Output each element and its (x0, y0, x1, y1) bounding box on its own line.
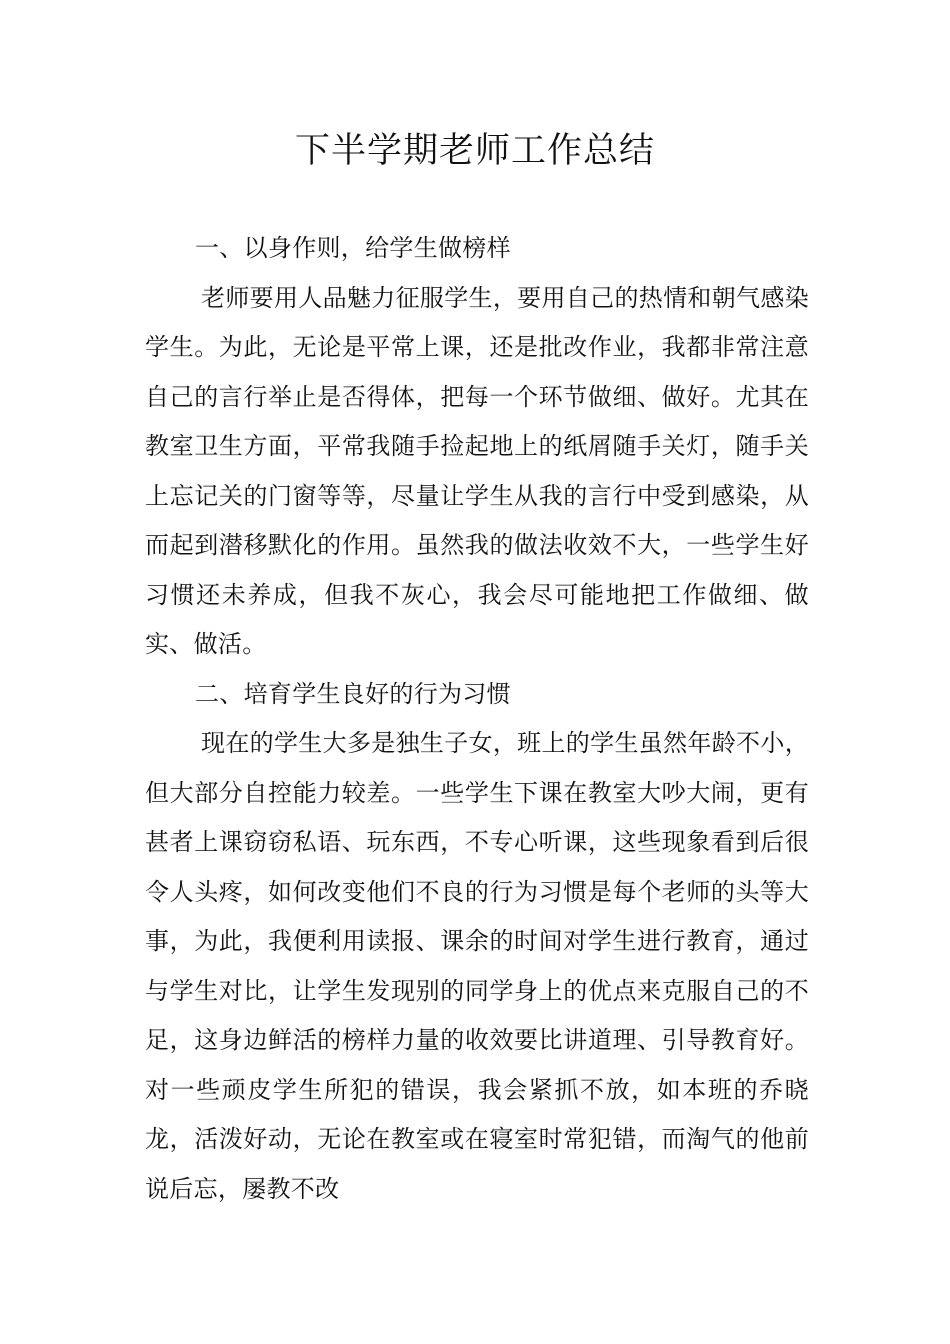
section-paragraph-2: 现在的学生大多是独生子女，班上的学生虽然年龄不小，但大部分自控能力较差。一些学生下课在教室大吵大闹，更有甚者上课窃窃私语、玩东西，不专心听课，这些现象看到后很令人头疼，如何改变他们不良的行为习惯是每个老师的头等大事，为此，我便利用读报、课余的时间对学生进行教育，通过与学生对比，让学生发现别的同学身上的优点来克服自己的不足，这身边鲜活的榜样力量的收效要比讲道理、引导教育好。对一些顽皮学生所犯的错误，我会紧抓不放，如本班的乔晓龙，活泼好动，无论在教室或在寝室时常犯错，而淘气的他前说后忘，屡教不改 (145, 729, 809, 1203)
section-paragraph-1: 老师要用人品魅力征服学生，要用自己的热情和朝气感染学生。为此，无论是平常上课，还是批改作业，我都非常注意自己的言行举止是否得体，把每一个环节做细、做好。尤其在教室卫生方面，平常我随手捡起地上的纸屑随手关灯，随手关上忘记关的门窗等等，尽量让学生从我的言行中受到感染，从而起到潜移默化的作用。虽然我的做法收效不大，一些学生好习惯还未养成，但我不灰心，我会尽可能地把工作做细、做实、做活。 (145, 283, 809, 658)
document-body (145, 224, 809, 1214)
section-heading-1: 一、以身作则，给学生做榜样 (195, 234, 511, 262)
section-heading-2: 二、培育学生良好的行为习惯 (195, 679, 511, 708)
document-title: 下半学期老师工作总结 (294, 131, 655, 171)
